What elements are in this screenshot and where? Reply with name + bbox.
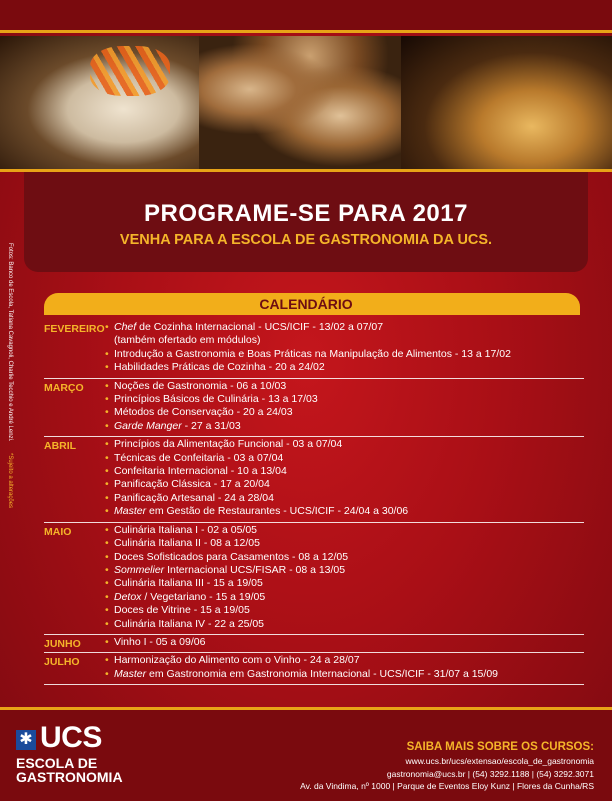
course-list [44,636,584,649]
course-item-text: - 27 a 31/03 [181,419,241,432]
course-item-text: Vinho I - 05 a 09/06 [114,635,206,648]
course-list [44,654,584,681]
course-item-text: / Vegetariano - 15 a 19/05 [141,590,266,603]
subject-to-change-note: *Sujeito a alterações [7,453,13,509]
course-item [114,361,584,374]
course-list [44,438,584,518]
footer-url[interactable]: www.ucs.br/ucs/extensao/escola_de_gastronomia [405,756,594,766]
course-item-text: (também ofertado em módulos) [114,334,261,347]
course-item [114,551,584,564]
course-item-text: Doces Sofisticados para Casamentos - 08 a 12/05 [114,550,349,563]
footer-contact-line: gastronomia@ucs.br | (54) 3292.1188 | (54) 3292.3071 [386,768,594,779]
course-item-text: de Cozinha Internacional - UCS/ICIF - 13/02 a 07/07 [136,321,384,333]
course-item [114,492,584,505]
top-gold-line [0,30,612,33]
course-item [114,591,584,604]
course-item-text: Culinária Italiana II - 08 a 12/05 [114,537,260,550]
course-item-emphasis: Master [114,505,147,518]
footer-address: Av. da Vindima, nº 1000 | Parque de Eventos Eloy Kunz | Flores da Cunha/RS [300,781,594,791]
footer-contact [300,740,594,793]
course-item-text: Habilidades Práticas de Cozinha - 20 a 24/02 [114,361,325,374]
course-item [114,524,584,537]
course-item [114,334,584,347]
course-list [44,380,584,434]
month-block [44,320,584,379]
course-item-emphasis: Sommelier [114,563,165,576]
calendar-list [44,320,584,685]
course-item-text: Internacional UCS/FISAR - 08 a 13/05 [164,563,346,576]
month-name: FEVEREIRO [44,323,105,335]
course-item-text: Panificação Artesanal - 24 a 28/04 [114,491,274,504]
course-item [114,380,584,393]
course-item [114,406,584,419]
month-name: ABRIL [44,440,77,453]
course-item-text: Técnicas de Confeitaria - 03 a 07/04 [114,451,284,464]
food-photo-bread [199,36,401,169]
course-item [114,452,584,465]
logo-line-2: GASTRONOMIA [16,769,123,785]
course-item [114,668,584,681]
course-item-text: Princípios Básicos de Culinária - 13 a 17/03 [114,393,318,406]
page-title: PROGRAME-SE PARA 2017 [144,200,468,227]
course-item [114,465,584,478]
calendar-label: CALENDÁRIO [259,296,353,312]
food-photo-plate [0,36,199,169]
photo-credits: Fotos: Banco de Escola, Tatiana Cavagnoli, Charlie Tecchio e André Lenzi. [7,243,13,442]
month-block [44,379,584,438]
month-block [44,653,584,685]
course-item [114,636,584,649]
logo-main-text: UCS [40,721,102,754]
course-item-emphasis: Chef [114,321,137,333]
course-item-text: Noções de Gastronomia - 06 a 10/03 [114,379,287,392]
month-name: JULHO [44,656,80,669]
course-list [44,321,584,375]
course-item [114,393,584,406]
course-item-emphasis: Garde Manger [114,419,182,432]
course-item-emphasis: Master [114,667,147,680]
month-name: MAIO [44,525,72,538]
course-item [114,478,584,491]
month-block [44,523,584,635]
course-item-text: Métodos de Conservação - 20 a 24/03 [114,406,293,419]
course-item [114,618,584,631]
course-item-text: Culinária Italiana IV - 22 a 25/05 [114,617,265,630]
course-item [114,577,584,590]
course-item [114,537,584,550]
course-item-text: Introdução a Gastronomia e Boas Práticas na Manipulação de Alimentos - 13 a 17/02 [114,347,511,360]
course-item-text: Culinária Italiana I - 02 a 05/05 [114,523,258,536]
course-item-text: Harmonização do Alimento com o Vinho - 24 a 28/07 [114,654,360,667]
top-band [0,0,612,30]
course-item-text: Doces de Vitrine - 15 a 19/05 [114,604,250,617]
course-item [114,348,584,361]
course-item [114,654,584,667]
footer-heading: SAIBA MAIS SOBRE OS CURSOS: [406,741,594,753]
logo-line-1: ESCOLA DE [16,755,98,771]
photo-strip [0,36,612,169]
course-item [114,505,584,518]
course-item-text: em Gastronomia em Gastronomia Internacional - UCS/ICIF - 31/07 a 15/09 [146,667,498,680]
course-item-text: Panificação Clássica - 17 a 20/04 [114,478,270,491]
course-item [114,321,584,334]
ucs-logo [16,721,136,790]
course-item-text: Princípios da Alimentação Funcional - 03 a 07/04 [114,438,343,451]
food-photo-pastry [401,36,612,169]
course-item-emphasis: Detox [114,590,142,603]
course-item-text: Culinária Italiana III - 15 a 19/05 [114,577,263,590]
course-item-text: em Gestão de Restaurantes - UCS/ICIF - 24/04 a 30/06 [146,505,409,518]
month-block [44,635,584,653]
month-name: JUNHO [44,637,81,650]
page-subtitle: VENHA PARA A ESCOLA DE GASTRONOMIA DA UCS. [119,232,493,248]
course-item [114,420,584,433]
course-item [114,438,584,451]
course-item-text: Confeitaria Internacional - 10 a 13/04 [114,465,287,478]
month-block [44,437,584,522]
star-icon: ✱ [16,730,36,750]
course-item [114,564,584,577]
course-list [44,524,584,631]
course-item [114,604,584,617]
month-name: MARÇO [44,381,84,394]
